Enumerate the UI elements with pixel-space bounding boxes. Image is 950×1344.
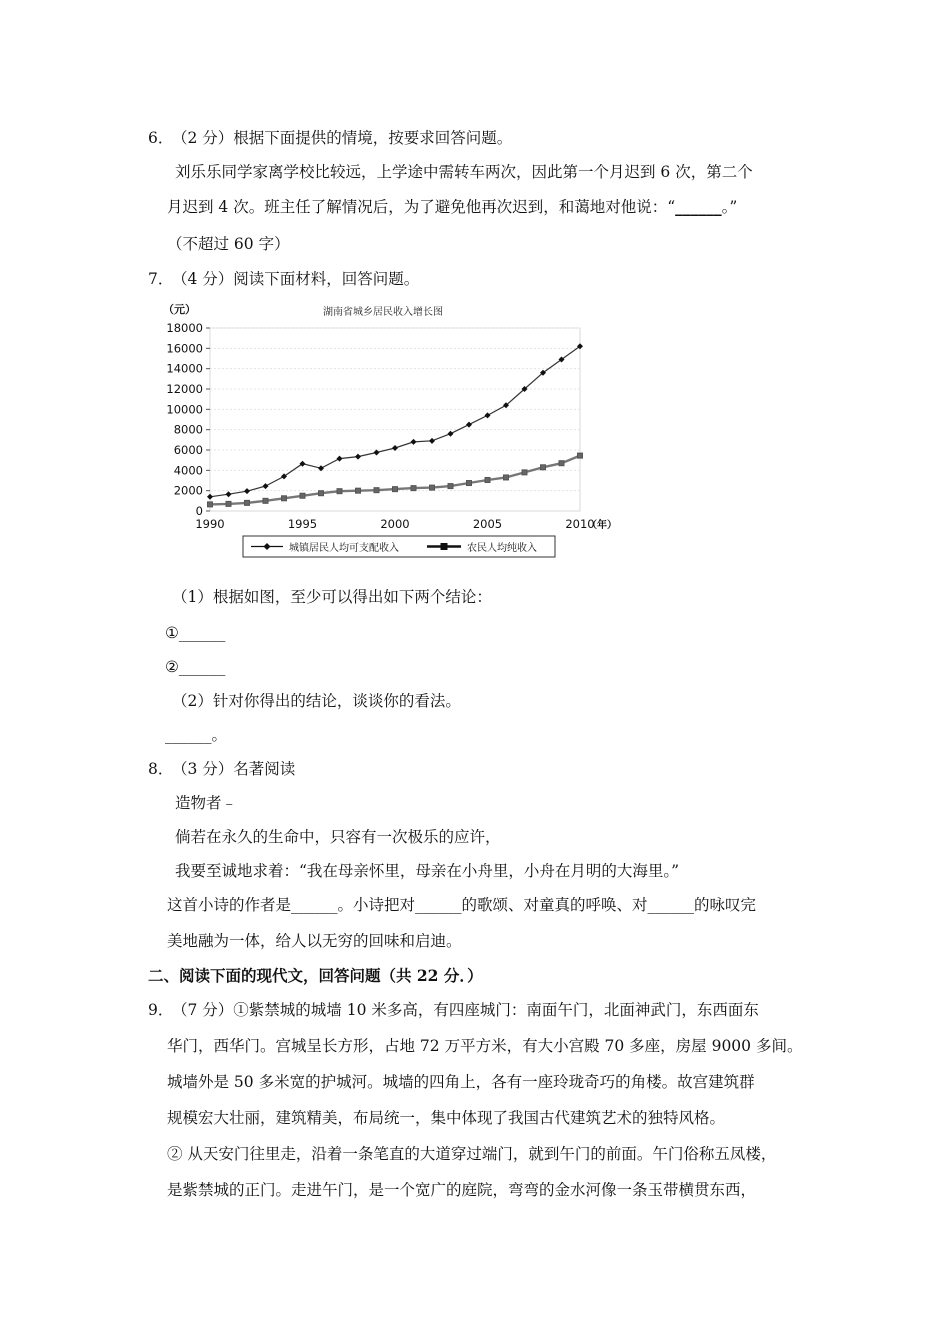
series-2-point: [356, 488, 361, 493]
y-tick-label: 16000: [166, 341, 203, 356]
legend-marker-2: [441, 543, 448, 550]
q9-para-line-5: ② 从天安门往里走，沿着一条笔直的大道穿过端门，就到午门的前面。午门俗称五凤楼，: [167, 1145, 777, 1163]
series-2-point: [559, 461, 564, 466]
q9-para-line-6: 是紫禁城的正门。走进午门，是一个宽广的庭院，弯弯的金水河像一条玉带横贯东西，: [167, 1181, 757, 1199]
series-2-point: [504, 475, 509, 480]
q8-number: 8．: [148, 760, 174, 778]
x-tick-label: 2010: [565, 517, 595, 531]
q9-para-line-1: （7 分）①紫禁城的城墙 10 米多高，有四座城门：南面午门，北面神武门，东西面东: [172, 1001, 759, 1019]
y-tick-label: 4000: [173, 463, 203, 478]
series-2-point: [448, 484, 453, 489]
q8-heading: （3 分）名著阅读: [172, 760, 296, 778]
x-tick-label: 1995: [287, 517, 318, 531]
series-1-point: [448, 431, 454, 437]
series-1-point: [355, 454, 361, 460]
q6-number: 6．: [148, 129, 174, 147]
series-1-point: [226, 491, 232, 497]
series-2-point: [485, 477, 490, 482]
series-2-point: [245, 500, 250, 505]
q8-poem-line-1: 造物者﹣: [175, 794, 238, 812]
series-2-point: [578, 453, 583, 458]
y-tick-label: 10000: [166, 402, 203, 417]
legend-label-2: 农民人均纯收入: [467, 543, 537, 554]
section-2-heading: 二、阅读下面的现代文，回答问题（共 22 分．）: [148, 966, 483, 985]
q8-question-line-2: 美地融为一体，给人以无穷的回味和启迪。: [167, 932, 462, 950]
x-tick-label: 2005: [472, 517, 503, 531]
series-2-point: [374, 488, 379, 493]
chart-title: 湖南省城乡居民收入增长图: [323, 307, 443, 318]
q6-scenario-text: 月迟到 4 次。班主任了解情况后，为了避免他再次迟到，和蔼地对他说：“: [167, 198, 676, 216]
x-tick-labels: [195, 517, 594, 531]
y-tick-label: 6000: [173, 443, 203, 457]
q8-poem-line-3: 我要至诚地求着：“我在母亲怀里，母亲在小舟里，小舟在月明的大海里。”: [175, 862, 680, 880]
chart-x-axis-unit: （年）: [587, 520, 617, 531]
y-tick-label: 14000: [166, 361, 203, 376]
series-1-point: [244, 488, 250, 494]
y-tick-label: 18000: [166, 321, 203, 335]
q7-number: 7．: [148, 270, 174, 288]
y-tick-labels: [166, 321, 203, 518]
series-2-point: [282, 496, 287, 501]
series-2-point: [430, 485, 435, 490]
series-2-point: [319, 491, 324, 496]
series-1-point: [263, 483, 269, 489]
x-tick-label: 1990: [195, 517, 225, 531]
q7-answer-2: ②______: [165, 658, 226, 676]
series-2-point: [467, 481, 472, 486]
series-2-point: [300, 493, 305, 498]
q7-answer-3: ______。: [165, 726, 228, 744]
y-tick-label: 8000: [173, 422, 203, 437]
series-1-point: [337, 456, 343, 462]
series-2-point: [337, 489, 342, 494]
y-tick-label: 12000: [166, 382, 203, 396]
q6-word-limit: （不超过 60 字）: [167, 235, 290, 253]
chart-legend: [243, 536, 555, 557]
series-1-point: [207, 494, 213, 500]
series-line-2: [210, 456, 580, 505]
q7-sub-question-1: （1）根据如图，至少可以得出如下两个结论：: [172, 588, 492, 606]
series-2-point: [226, 501, 231, 506]
chart-y-axis-unit: （元）: [163, 303, 196, 316]
series-2-point: [393, 487, 398, 492]
series-1-point: [392, 445, 398, 451]
series-1-point: [485, 412, 491, 418]
q7-heading: （4 分）阅读下面材料，回答问题。: [172, 270, 420, 288]
q9-para-line-3: 城墙外是 50 多米宽的护城河。城墙的四角上，各有一座玲珑奇巧的角楼。故宫建筑群: [167, 1073, 755, 1091]
series-1-point: [429, 438, 435, 444]
q8-poem-line-2: 倘若在永久的生命中，只容有一次极乐的应许，: [175, 828, 501, 846]
series-1-point: [466, 422, 472, 428]
q9-para-line-4: 规模宏大壮丽，建筑精美，布局统一，集中体现了我国古代建筑艺术的独特风格。: [167, 1109, 726, 1127]
y-tick-label: 0: [195, 504, 203, 518]
q6-heading: （2 分）根据下面提供的情境，按要求回答问题。: [172, 129, 513, 147]
q7-answer-1: ①______: [165, 624, 226, 642]
series-2-point: [208, 502, 213, 507]
q6-scenario-line-2: [167, 196, 737, 218]
y-tick-label: 2000: [173, 483, 203, 498]
q6-scenario-line-1: 刘乐乐同学家离学校比较远，上学途中需转车两次，因此第一个月迟到 6 次，第二个: [175, 163, 753, 181]
series-2-point: [522, 470, 527, 475]
q6-answer-blank: ______: [675, 197, 722, 216]
legend-label-1: 城镇居民人均可支配收入: [289, 543, 399, 554]
q6-scenario-end: 。”: [721, 198, 738, 216]
x-tick-label: 2000: [380, 517, 410, 531]
q7-sub-question-2: （2）针对你得出的结论，谈谈你的看法。: [172, 692, 461, 710]
chart-svg: [155, 298, 635, 568]
q9-number: 9．: [148, 1001, 174, 1019]
grid-lines: [206, 328, 580, 511]
series-1-point: [411, 439, 417, 445]
income-growth-chart: [155, 298, 635, 568]
q9-para-line-2: 华门，西华门。宫城呈长方形，占地 72 万平方米，有大小宫殿 70 多座，房屋 9000 多间。: [167, 1037, 803, 1055]
chart-series: [207, 343, 583, 507]
series-2-point: [411, 486, 416, 491]
series-2-point: [263, 498, 268, 503]
q8-question-line-1: 这首小诗的作者是______。小诗把对______的歌颂、对童真的呼唤、对______的咏叹完: [167, 896, 757, 914]
series-2-point: [541, 465, 546, 470]
